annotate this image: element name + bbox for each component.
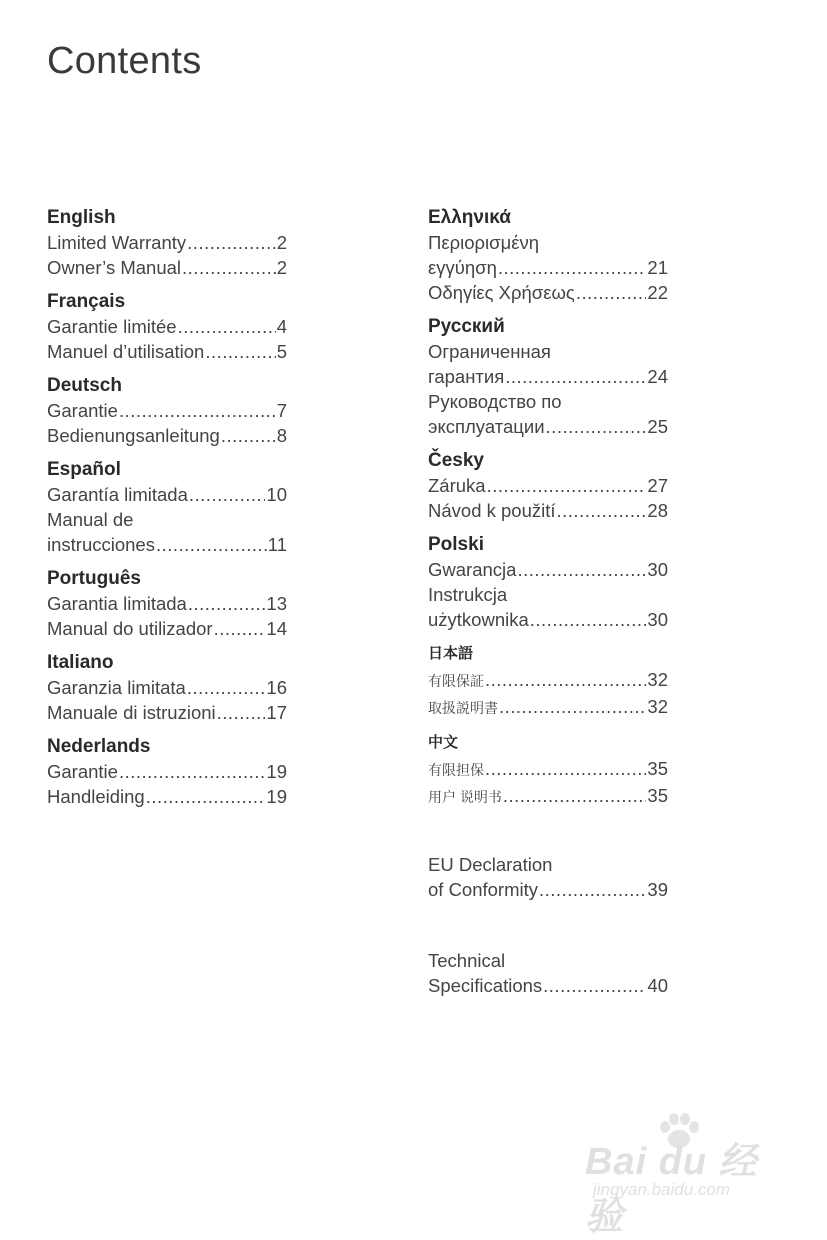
toc-entry[interactable] bbox=[47, 759, 287, 784]
dot-leader bbox=[156, 532, 267, 557]
page-number: 30 bbox=[647, 609, 668, 630]
dot-leader bbox=[530, 607, 647, 632]
section-heading: Polski bbox=[428, 534, 484, 555]
dot-leader bbox=[576, 280, 647, 305]
entry-label: гарантия bbox=[428, 366, 505, 387]
toc-section bbox=[428, 205, 668, 305]
section-heading: English bbox=[47, 207, 116, 228]
entry-label-line: Руководство по bbox=[428, 391, 562, 412]
dot-leader bbox=[543, 973, 646, 998]
page-number: 11 bbox=[267, 534, 287, 555]
section-heading: Português bbox=[47, 568, 141, 589]
toc-section bbox=[47, 289, 287, 364]
page-number: 17 bbox=[266, 702, 287, 723]
dot-leader bbox=[485, 667, 646, 692]
toc-left-column bbox=[47, 205, 287, 818]
section-heading: 中文 bbox=[428, 734, 459, 751]
toc-section bbox=[428, 448, 668, 523]
entry-label: Manual do utilizador bbox=[47, 618, 213, 639]
entry-label: of Conformity bbox=[428, 879, 539, 900]
entry-label-line: Manual de bbox=[47, 509, 134, 530]
toc-entry[interactable] bbox=[47, 616, 287, 641]
page-number: 32 bbox=[647, 669, 668, 690]
entry-label: Garantia limitada bbox=[47, 593, 187, 614]
toc-entry[interactable] bbox=[428, 280, 668, 305]
entry-label-line: Instrukcja bbox=[428, 584, 508, 605]
section-heading: Français bbox=[47, 291, 126, 312]
section-heading: 日本語 bbox=[428, 645, 474, 662]
toc-technical-specifications[interactable] bbox=[428, 948, 668, 998]
dot-leader bbox=[498, 255, 647, 280]
dot-leader bbox=[546, 414, 647, 439]
toc-entry[interactable] bbox=[47, 675, 287, 700]
dot-leader bbox=[499, 694, 646, 719]
toc-entry[interactable] bbox=[428, 255, 668, 280]
page-number: 30 bbox=[647, 559, 668, 580]
page-number: 28 bbox=[647, 500, 668, 521]
entry-label: 取扱説明書 bbox=[428, 700, 498, 716]
page-number: 19 bbox=[266, 786, 287, 807]
toc-entry[interactable] bbox=[428, 498, 668, 523]
dot-leader bbox=[187, 230, 276, 255]
eu-entry bbox=[428, 877, 668, 902]
toc-entry[interactable] bbox=[47, 339, 287, 364]
eu-title-line: EU Declaration bbox=[428, 854, 553, 875]
toc-section bbox=[47, 373, 287, 448]
toc-entry[interactable] bbox=[47, 591, 287, 616]
dot-leader bbox=[119, 759, 265, 784]
section-heading: Español bbox=[47, 459, 121, 480]
dot-leader bbox=[505, 364, 646, 389]
entry-label: эксплуатации bbox=[428, 416, 545, 437]
section-heading: Nederlands bbox=[47, 736, 151, 757]
page-number: 2 bbox=[276, 232, 287, 253]
toc-entry[interactable] bbox=[428, 473, 668, 498]
page-number: 7 bbox=[276, 400, 287, 421]
toc-entry[interactable] bbox=[428, 756, 668, 783]
toc-entry[interactable] bbox=[428, 414, 668, 439]
dot-leader bbox=[517, 557, 646, 582]
toc-section bbox=[47, 457, 287, 557]
entry-label-line: Περιορισμένη bbox=[428, 232, 540, 253]
entry-label: Garantía limitada bbox=[47, 484, 188, 505]
entry-label: 有限保証 bbox=[428, 673, 484, 689]
page-number: 39 bbox=[647, 879, 668, 900]
toc-eu-declaration[interactable] bbox=[428, 852, 668, 902]
entry-label: Garanzia limitata bbox=[47, 677, 186, 698]
page-number: 27 bbox=[647, 475, 668, 496]
watermark-logo: Bai du 经验 bbox=[585, 1141, 758, 1238]
watermark-url: jingyan.baidu.com bbox=[593, 1180, 731, 1199]
page-number: 14 bbox=[266, 618, 287, 639]
page-number: 10 bbox=[266, 484, 287, 505]
entry-label: Záruka bbox=[428, 475, 486, 496]
dot-leader bbox=[188, 591, 266, 616]
toc-section bbox=[428, 641, 668, 721]
dot-leader bbox=[503, 783, 647, 808]
toc-entry[interactable] bbox=[47, 784, 287, 809]
dot-leader bbox=[205, 339, 275, 364]
dot-leader bbox=[119, 398, 276, 423]
tech-entry bbox=[428, 973, 668, 998]
page-number: 19 bbox=[266, 761, 287, 782]
tech-title-line: Technical bbox=[428, 950, 506, 971]
section-heading: Česky bbox=[428, 450, 484, 471]
page-number: 2 bbox=[276, 257, 287, 278]
dot-leader bbox=[485, 756, 646, 781]
entry-label: 有限担保 bbox=[428, 762, 484, 778]
toc-section bbox=[47, 205, 287, 280]
toc-entry[interactable] bbox=[428, 783, 668, 810]
dot-leader bbox=[214, 616, 266, 641]
toc-section bbox=[428, 314, 668, 439]
page-number: 35 bbox=[647, 785, 668, 806]
dot-leader bbox=[182, 255, 276, 280]
page-number: 21 bbox=[647, 257, 668, 278]
dot-leader bbox=[178, 314, 276, 339]
toc-entry[interactable] bbox=[428, 607, 668, 632]
toc-entry[interactable] bbox=[47, 700, 287, 725]
page-number: 5 bbox=[276, 341, 287, 362]
toc-entry[interactable] bbox=[47, 230, 287, 255]
dot-leader bbox=[557, 498, 647, 523]
entry-label: Garantie bbox=[47, 761, 118, 782]
entry-label: Handleiding bbox=[47, 786, 145, 807]
toc-entry[interactable] bbox=[47, 398, 287, 423]
dot-leader bbox=[539, 877, 646, 902]
page-number: 22 bbox=[647, 282, 668, 303]
page-title: Contents bbox=[47, 40, 202, 82]
page-number: 8 bbox=[276, 425, 287, 446]
entry-label: Garantie limitée bbox=[47, 316, 177, 337]
page-number: 4 bbox=[276, 316, 287, 337]
entry-label: Bedienungsanleitung bbox=[47, 425, 220, 446]
toc-right-column bbox=[428, 205, 668, 819]
toc-entry[interactable] bbox=[47, 532, 287, 557]
entry-label: instrucciones bbox=[47, 534, 155, 555]
toc-section bbox=[47, 566, 287, 641]
dot-leader bbox=[487, 473, 647, 498]
toc-entry[interactable] bbox=[428, 364, 668, 389]
page-number: 25 bbox=[647, 416, 668, 437]
entry-label-line: Ограниченная bbox=[428, 341, 551, 362]
section-heading: Ελληνικά bbox=[428, 207, 511, 228]
section-heading: Deutsch bbox=[47, 375, 122, 396]
toc-section bbox=[47, 650, 287, 725]
page-number: 24 bbox=[647, 366, 668, 387]
toc-entry[interactable] bbox=[47, 314, 287, 339]
toc-section bbox=[428, 532, 668, 632]
toc-section bbox=[428, 730, 668, 810]
entry-label: Garantie bbox=[47, 400, 118, 421]
section-heading: Italiano bbox=[47, 652, 114, 673]
toc-entry[interactable] bbox=[428, 557, 668, 582]
dot-leader bbox=[189, 482, 266, 507]
dot-leader bbox=[221, 423, 276, 448]
toc-entry[interactable] bbox=[47, 482, 287, 507]
dot-leader bbox=[146, 784, 266, 809]
baidu-watermark bbox=[585, 1112, 775, 1238]
section-heading: Русский bbox=[428, 316, 505, 337]
toc-section bbox=[47, 734, 287, 809]
entry-label: Manuel d’utilisation bbox=[47, 341, 205, 362]
entry-label: Owner’s Manual bbox=[47, 257, 182, 278]
page-number: 16 bbox=[266, 677, 287, 698]
entry-label: Οδηγίες Χρήσεως bbox=[428, 282, 575, 303]
entry-label: Manuale di istruzioni bbox=[47, 702, 216, 723]
entry-label: εγγύηση bbox=[428, 257, 497, 278]
toc-entry[interactable] bbox=[47, 255, 287, 280]
dot-leader bbox=[187, 675, 266, 700]
entry-label: Gwarancja bbox=[428, 559, 517, 580]
page-number: 32 bbox=[647, 696, 668, 717]
entry-label: Limited Warranty bbox=[47, 232, 187, 253]
page-number: 35 bbox=[647, 758, 668, 779]
entry-label: Specifications bbox=[428, 975, 543, 996]
entry-label: użytkownika bbox=[428, 609, 529, 630]
entry-label: 用户 说明书 bbox=[428, 789, 502, 805]
toc-entry[interactable] bbox=[428, 667, 668, 694]
toc-entry[interactable] bbox=[47, 423, 287, 448]
entry-label: Návod k použití bbox=[428, 500, 556, 521]
dot-leader bbox=[217, 700, 266, 725]
page-number: 40 bbox=[647, 975, 668, 996]
toc-entry[interactable] bbox=[428, 694, 668, 721]
page-number: 13 bbox=[266, 593, 287, 614]
